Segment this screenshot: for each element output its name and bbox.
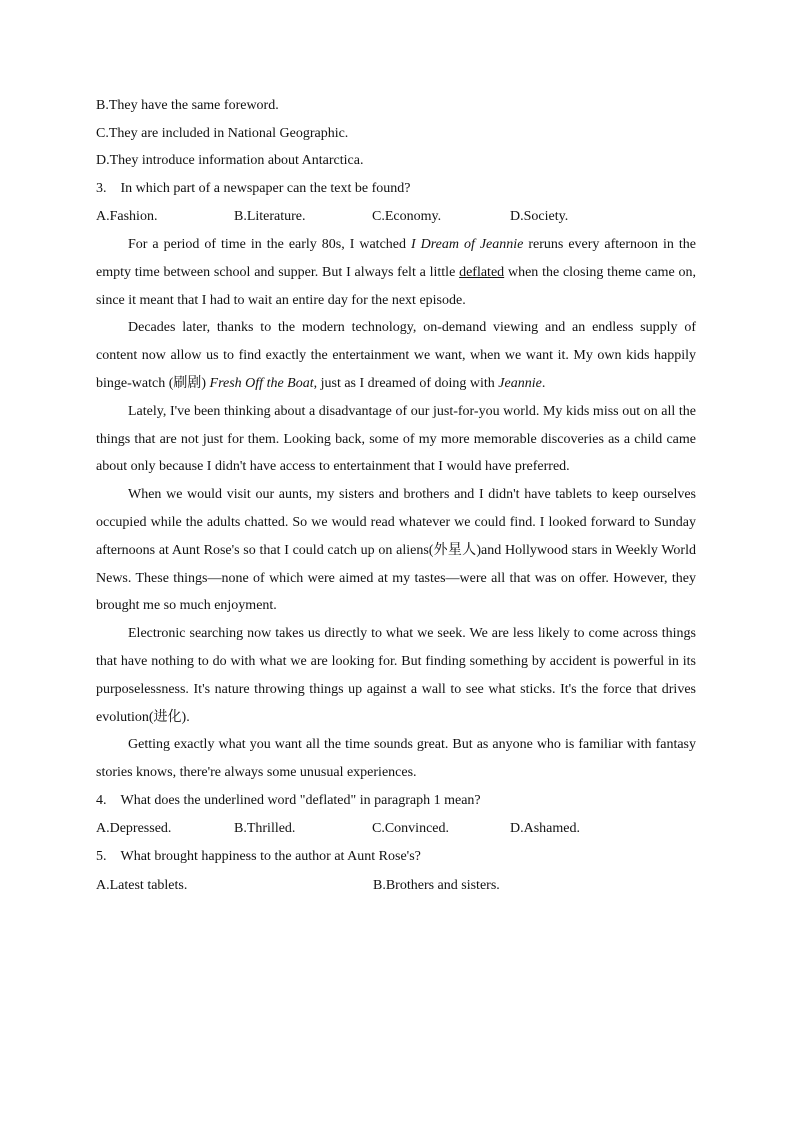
- passage-paragraph-5: Electronic searching now takes us directly to what we seek. We are less likely to come across things that have nothing to do with what we are looking for. But finding something by accident is powerful in its purposelessness. It's nature throwing things up against a wall to see what sticks. It's the force that drives evolution(进化).: [96, 626, 696, 725]
- q5-options: [96, 871, 696, 900]
- q4-option-c: C.Convinced.: [372, 821, 449, 837]
- passage-paragraph-1: [96, 231, 696, 314]
- q3-option-b: B.Literature.: [234, 209, 306, 224]
- q5-option-a: A.Latest tablets.: [96, 877, 188, 893]
- q2-option-d: D.They introduce information about Antarctica.: [96, 153, 364, 168]
- p1-text-c: when the closing theme came on, since it meant that I had to wait an entire day for the next episode.: [96, 264, 696, 308]
- p2-text-b: , just as I dreamed of doing with: [313, 375, 499, 391]
- q3-option-d: D.Society.: [510, 209, 569, 224]
- p2-show-title-2: Jeannie: [498, 375, 542, 391]
- p1-text-b: reruns every afternoon in the empty time between school and supper. But I always felt a little: [96, 237, 696, 280]
- p1-show-title: I Dream of Jeannie: [410, 237, 524, 252]
- document-page: [96, 92, 696, 900]
- q4-option-d: D.Ashamed.: [510, 821, 580, 837]
- p2-show-title: Fresh Off the Boat: [209, 375, 314, 391]
- q4-question: 4. What does the underlined word "deflated" in paragraph 1 mean?: [96, 792, 481, 808]
- passage-paragraph-4: When we would visit our aunts, my sisters and brothers and I didn't have tablets to keep ourselves occupied while the adults chatted. So we would read whatever we could find. I looked forward to Sunday afternoons at Aunt Rose's so that I could catch up on aliens(外星人)and Hollywood stars in Weekly World News. These things—none of which were aimed at my tastes—were all that was on offer. However, they brought me so much enjoyment.: [96, 487, 696, 614]
- q5-question: 5. What brought happiness to the author at Aunt Rose's?: [96, 849, 421, 865]
- q3-option-a: A.Fashion.: [96, 209, 158, 224]
- p2-text-a: Decades later, thanks to the modern technology, on-demand viewing and an endless supply of content now allow us to find exactly the entertainment we want, when we want it. My own kids happily binge-watch (刷剧): [96, 320, 696, 391]
- q3-options: [96, 202, 696, 231]
- underlined-word-deflated: deflated: [459, 264, 505, 280]
- q5-option-b: B.Brothers and sisters.: [373, 877, 500, 893]
- passage-paragraph-3: Lately, I've been thinking about a disadvantage of our just-for-you world. My kids miss out on all the things that are not just for them. Looking back, some of my more memorable discoveries as a child came about only because I didn't have access to entertainment that I would have preferred.: [96, 403, 696, 475]
- q2-option-b: B.They have the same foreword.: [96, 98, 279, 113]
- q3-option-c: C.Economy.: [372, 209, 442, 224]
- passage-paragraph-2: [96, 314, 696, 397]
- q3-question: 3. In which part of a newspaper can the text be found?: [96, 180, 411, 196]
- p1-text-a: For a period of time in the early 80s, I watched: [128, 237, 411, 252]
- q4-option-b: B.Thrilled.: [234, 821, 296, 837]
- q2-option-c: C.They are included in National Geographic.: [96, 125, 349, 141]
- p2-text-c: .: [541, 375, 546, 391]
- q4-option-a: A.Depressed.: [96, 821, 172, 837]
- passage-paragraph-6: Getting exactly what you want all the time sounds great. But as anyone who is familiar with fantasy stories knows, there're always some unusual experiences.: [96, 737, 696, 781]
- q4-options: [96, 814, 696, 843]
